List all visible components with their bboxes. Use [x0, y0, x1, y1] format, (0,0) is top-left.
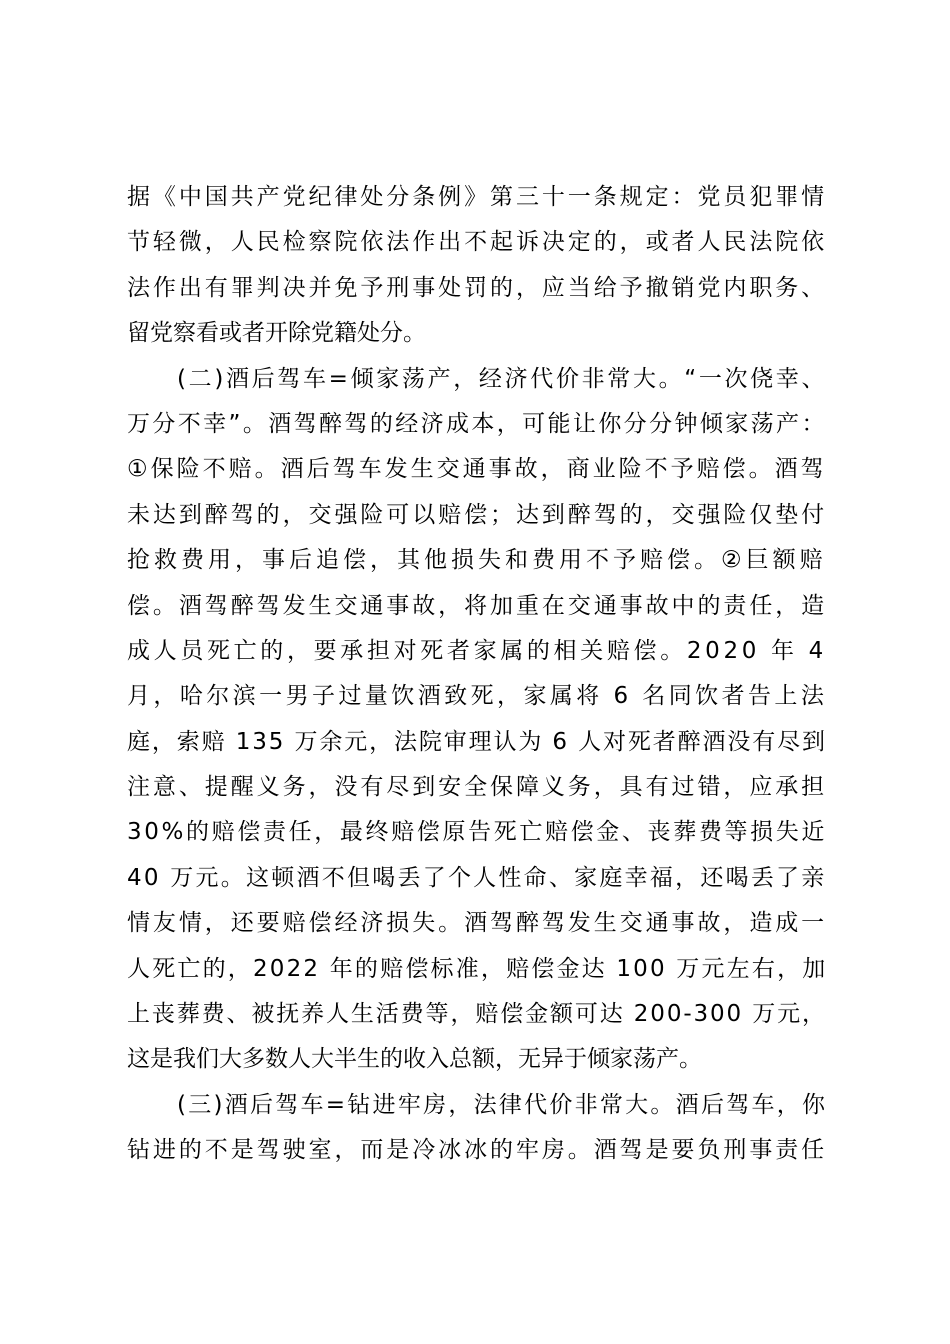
text-line: 万分不幸”。酒驾醉驾的经济成本，可能让你分分钟倾家荡产： [127, 410, 827, 437]
text-line: 30%的赔偿责任，最终赔偿原告死亡赔偿金、丧葬费等损失近 [127, 819, 828, 846]
text-line: 据《中国共产党纪律处分条例》第三十一条规定：党员犯罪情 [127, 184, 828, 210]
text-line: 留党察看或者开除党籍处分。 [127, 320, 426, 347]
text-line: 40 万元。这顿酒不但喝丢了个人性命、家庭幸福，还喝丢了亲 [127, 864, 827, 891]
text-line: 上丧葬费、被抚养人生活费等，赔偿金额可达 200-300 万元， [127, 1001, 827, 1028]
text-line: 法作出有罪判决并免予刑事处罚的，应当给予撤销党内职务、 [127, 274, 828, 301]
text-line: 钻进的不是驾驶室，而是冷冰冰的牢房。酒驾是要负刑事责任 [127, 1137, 828, 1164]
text-line: 庭，索赔 135 万余元，法院审理认为 6 人对死者醉酒没有尽到 [127, 728, 827, 755]
text-line: 抢救费用，事后追偿，其他损失和费用不予赔偿。②巨额赔 [127, 547, 827, 574]
text-line: 情友情，还要赔偿经济损失。酒驾醉驾发生交通事故，造成一 [127, 910, 828, 937]
text-line: 这是我们大多数人大半生的收入总额，无异于倾家荡产。 [127, 1046, 702, 1073]
text-line: 偿。酒驾醉驾发生交通事故，将加重在交通事故中的责任，造 [127, 592, 828, 619]
text-line: (二)酒后驾车=倾家荡产，经济代价非常大。“一次侥幸、 [177, 365, 828, 392]
text-line: 人死亡的，2022 年的赔偿标准，赔偿金达 100 万元左右，加 [127, 955, 828, 982]
text-line: 月，哈尔滨一男子过量饮酒致死，家属将 6 名同饮者告上法 [127, 683, 828, 710]
body-text [127, 175, 827, 1174]
text-line: 注意、提醒义务，没有尽到安全保障义务，具有过错，应承担 [127, 774, 828, 801]
text-line: 节轻微，人民检察院依法作出不起诉决定的，或者人民法院依 [127, 229, 828, 256]
text-line: 未达到醉驾的，交强险可以赔偿；达到醉驾的，交强险仅垫付 [127, 501, 828, 528]
text-line: 成人员死亡的，要承担对死者家属的相关赔偿。2020 年 4 [127, 637, 827, 664]
text-line: ①保险不赔。酒后驾车发生交通事故，商业险不予赔偿。酒驾 [127, 456, 827, 483]
text-line: (三)酒后驾车=钻进牢房，法律代价非常大。酒后驾车，你 [177, 1091, 828, 1118]
